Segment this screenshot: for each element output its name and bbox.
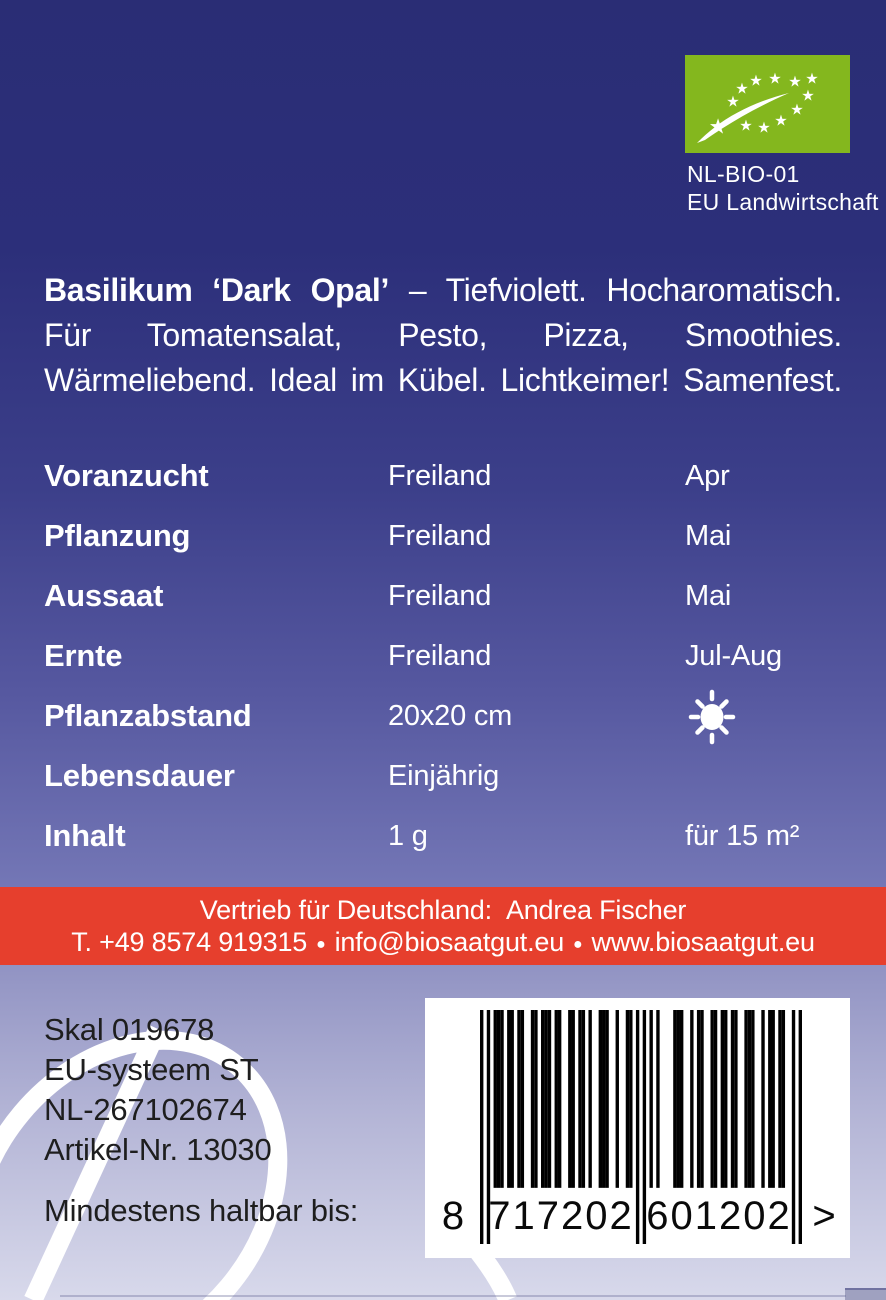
corner-mark (845, 1288, 886, 1300)
star-icon: ★ (768, 70, 782, 88)
table-row (0, 506, 886, 566)
table-row (0, 746, 886, 806)
star-icon: ★ (790, 101, 804, 119)
description-line-2: Für Tomatensalat, Pesto, Pizza, Smoothies. (44, 317, 842, 353)
distributor-bar (0, 887, 886, 965)
row-extra: Mai (685, 579, 732, 612)
table-row (0, 686, 886, 746)
row-extra (685, 687, 886, 745)
row-value: 20x20 cm (388, 699, 513, 732)
star-icon: ★ (805, 70, 819, 88)
row-extra: für 15 m² (685, 819, 800, 852)
barcode-digits-right: 601202 (646, 1194, 792, 1238)
bullet-icon: ● (573, 936, 583, 953)
row-label: Pflanzabstand (44, 698, 252, 733)
row-label: Pflanzung (44, 518, 191, 553)
star-icon: ★ (757, 119, 771, 137)
star-icon: ★ (708, 115, 728, 139)
organic-scheme: EU Landwirtschaft (687, 189, 879, 215)
row-value: Freiland (388, 579, 492, 612)
star-icon: ★ (726, 93, 740, 111)
product-name: Basilikum ‘Dark Opal’ (44, 272, 390, 308)
star-icon: ★ (788, 73, 802, 91)
footer-line: NL-267102674 (44, 1092, 247, 1127)
bullet-icon: ● (316, 936, 326, 953)
description-line-1: Basilikum ‘Dark Opal’ – Tiefviolett. Hocharomatisch. (44, 272, 842, 308)
row-extra: Jul-Aug (685, 639, 782, 672)
row-label: Ernte (44, 638, 123, 673)
table-row (0, 626, 886, 686)
star-icon: ★ (735, 80, 749, 98)
eu-organic-logo (685, 55, 850, 153)
table-row (0, 446, 886, 506)
row-label: Inhalt (44, 818, 126, 853)
row-label: Aussaat (44, 578, 164, 613)
bottom-edge-line (60, 1295, 846, 1297)
row-value: 1 g (388, 819, 428, 852)
footer-line: Skal 019678 (44, 1012, 215, 1047)
eu-logo-caption (687, 160, 879, 216)
row-label: Voranzucht (44, 458, 209, 493)
barcode-trailing: > (812, 1194, 836, 1238)
info-table (0, 446, 886, 866)
bottom-section (0, 965, 886, 1300)
barcode (425, 998, 850, 1258)
table-row (0, 806, 886, 866)
row-value: Freiland (388, 519, 492, 552)
star-icon: ★ (774, 112, 788, 130)
email-address: info@biosaatgut.eu (334, 927, 565, 957)
star-icon: ★ (749, 72, 763, 90)
distributor-line: Vertrieb für Deutschland: Andrea Fischer (199, 895, 687, 925)
row-value: Freiland (388, 639, 492, 672)
footer-line: Artikel-Nr. 13030 (44, 1132, 272, 1167)
product-description (44, 268, 842, 403)
organic-code: NL-BIO-01 (687, 161, 800, 187)
row-extra: Mai (685, 519, 732, 552)
website-url: www.biosaatgut.eu (591, 927, 815, 957)
row-label: Lebensdauer (44, 758, 235, 793)
best-before-label: Mindestens haltbar bis: (44, 1193, 359, 1228)
contact-line (0, 926, 886, 961)
row-value: Einjährig (388, 759, 500, 792)
row-extra: Apr (685, 459, 730, 492)
sun-icon (687, 689, 737, 745)
footer-line: EU-systeem ST (44, 1052, 259, 1087)
phone-number: T. +49 8574 919315 (71, 927, 308, 957)
star-icon: ★ (739, 117, 753, 135)
star-icon: ★ (801, 87, 815, 105)
footer-codes (44, 1010, 271, 1170)
barcode-digit-first: 8 (441, 1194, 465, 1238)
description-line-3: Wärmeliebend. Ideal im Kübel. Lichtkeimer! Samenfest. (44, 362, 842, 398)
distributor-name: Andrea Fischer (505, 895, 687, 925)
table-row (0, 566, 886, 626)
row-value: Freiland (388, 459, 492, 492)
barcode-digits-left: 717202 (488, 1194, 634, 1238)
